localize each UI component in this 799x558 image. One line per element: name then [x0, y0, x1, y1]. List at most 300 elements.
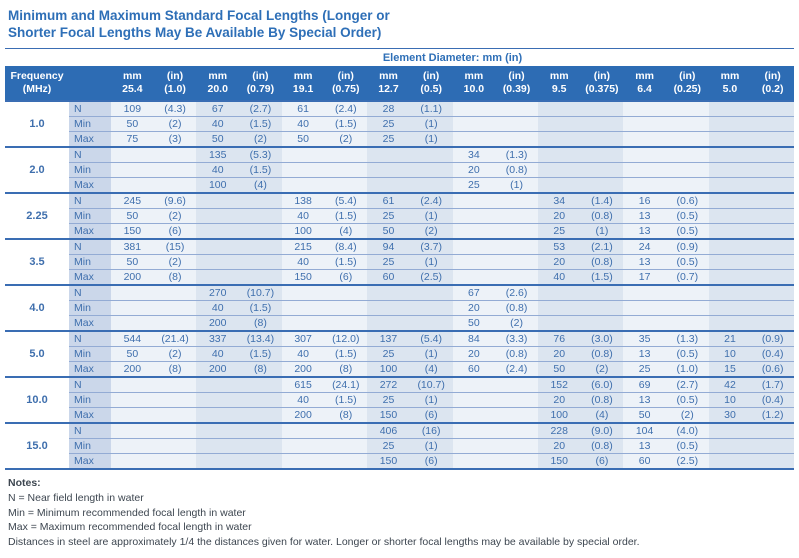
column-header-1.0: (in) (1.0): [154, 66, 197, 101]
row-label: N: [69, 147, 111, 163]
data-cell: 200: [111, 362, 154, 378]
row-label: N: [69, 423, 111, 439]
data-cell: [111, 423, 154, 439]
data-cell: 272: [367, 377, 410, 393]
data-cell: (15): [154, 239, 197, 255]
data-cell: (1.7): [751, 377, 794, 393]
data-cell: [623, 285, 666, 301]
data-cell: 28: [367, 101, 410, 117]
row-label: Min: [69, 163, 111, 178]
data-cell: (1): [410, 132, 453, 148]
data-cell: (0.5): [666, 209, 709, 224]
data-cell: (1.4): [581, 193, 624, 209]
data-cell: 307: [282, 331, 325, 347]
table-row: [5, 439, 794, 454]
data-cell: 67: [196, 101, 239, 117]
data-cell: (1.2): [751, 408, 794, 424]
data-cell: [623, 147, 666, 163]
data-cell: [367, 316, 410, 332]
table-row: [5, 147, 794, 163]
column-header-0.2: (in) (0.2): [751, 66, 794, 101]
data-cell: (2): [154, 117, 197, 132]
data-cell: 215: [282, 239, 325, 255]
data-cell: [666, 316, 709, 332]
data-cell: (6): [324, 270, 367, 286]
data-cell: 20: [538, 393, 581, 408]
data-cell: [751, 147, 794, 163]
data-cell: [111, 408, 154, 424]
table-body: [5, 101, 794, 469]
data-cell: (4): [324, 224, 367, 240]
data-cell: [453, 439, 496, 454]
data-cell: [239, 270, 282, 286]
data-cell: (2): [239, 132, 282, 148]
table-row: [5, 316, 794, 332]
data-cell: [495, 393, 538, 408]
data-cell: 25: [367, 132, 410, 148]
data-cell: (8.4): [324, 239, 367, 255]
data-cell: (2): [495, 316, 538, 332]
data-cell: (2): [410, 224, 453, 240]
row-label: Max: [69, 270, 111, 286]
data-cell: (0.5): [666, 393, 709, 408]
data-cell: 200: [282, 408, 325, 424]
frequency-cell: 10.0: [5, 377, 69, 423]
data-cell: [282, 316, 325, 332]
data-cell: (2): [581, 362, 624, 378]
table-row: [5, 377, 794, 393]
data-cell: (2.4): [324, 101, 367, 117]
column-header-0.79: (in) (0.79): [239, 66, 282, 101]
row-label: Max: [69, 454, 111, 470]
data-cell: (1.5): [324, 347, 367, 362]
data-cell: [282, 301, 325, 316]
data-cell: (0.8): [581, 209, 624, 224]
data-cell: (0.9): [666, 239, 709, 255]
data-cell: [709, 285, 752, 301]
data-cell: [751, 270, 794, 286]
data-cell: (2.5): [410, 270, 453, 286]
data-cell: (2.1): [581, 239, 624, 255]
data-cell: [324, 454, 367, 470]
data-cell: [751, 132, 794, 148]
data-cell: 200: [196, 316, 239, 332]
data-cell: (2.4): [495, 362, 538, 378]
data-cell: [367, 147, 410, 163]
data-cell: 61: [367, 193, 410, 209]
data-cell: [709, 316, 752, 332]
data-cell: 16: [623, 193, 666, 209]
data-cell: [495, 101, 538, 117]
data-cell: 40: [538, 270, 581, 286]
data-cell: [709, 117, 752, 132]
row-label: N: [69, 285, 111, 301]
data-cell: [666, 178, 709, 194]
data-cell: 94: [367, 239, 410, 255]
data-cell: [581, 101, 624, 117]
table-row: [5, 408, 794, 424]
data-cell: [196, 393, 239, 408]
data-cell: 24: [623, 239, 666, 255]
data-cell: 35: [623, 331, 666, 347]
data-cell: [196, 377, 239, 393]
data-cell: (0.5): [666, 347, 709, 362]
data-cell: (1.5): [239, 301, 282, 316]
data-cell: 40: [282, 117, 325, 132]
note-line: Distances in steel are approximately 1/4 the distances given for water. Longer or shorter focal lengths may be available by special order.: [8, 535, 640, 548]
data-cell: [196, 224, 239, 240]
data-cell: 15: [709, 362, 752, 378]
data-cell: [709, 439, 752, 454]
data-cell: [623, 101, 666, 117]
data-cell: [410, 285, 453, 301]
data-cell: (0.6): [751, 362, 794, 378]
table-row: [5, 270, 794, 286]
data-cell: [154, 301, 197, 316]
table-row: [5, 362, 794, 378]
data-cell: [751, 454, 794, 470]
data-cell: [239, 393, 282, 408]
data-cell: [239, 423, 282, 439]
data-cell: (6): [154, 224, 197, 240]
data-cell: [324, 316, 367, 332]
table-row: [5, 347, 794, 362]
data-cell: 40: [282, 209, 325, 224]
data-cell: 25: [538, 224, 581, 240]
data-cell: 25: [367, 393, 410, 408]
column-header-12.7: mm 12.7: [367, 66, 410, 101]
data-cell: [581, 301, 624, 316]
data-cell: [196, 255, 239, 270]
data-cell: (5.3): [239, 147, 282, 163]
data-cell: [495, 408, 538, 424]
data-cell: [239, 454, 282, 470]
data-cell: [666, 147, 709, 163]
data-cell: 200: [111, 270, 154, 286]
column-header-6.4: mm 6.4: [623, 66, 666, 101]
table-row: [5, 224, 794, 240]
data-cell: 50: [453, 316, 496, 332]
data-cell: [709, 101, 752, 117]
data-cell: [453, 193, 496, 209]
data-cell: (13.4): [239, 331, 282, 347]
data-cell: [154, 454, 197, 470]
data-cell: [111, 285, 154, 301]
data-cell: [495, 255, 538, 270]
data-cell: [111, 377, 154, 393]
data-cell: 337: [196, 331, 239, 347]
data-cell: 67: [453, 285, 496, 301]
data-cell: 13: [623, 393, 666, 408]
data-cell: [196, 439, 239, 454]
data-cell: 50: [111, 347, 154, 362]
data-cell: (1.5): [581, 270, 624, 286]
data-cell: 245: [111, 193, 154, 209]
data-cell: (3.0): [581, 331, 624, 347]
data-cell: (4): [581, 408, 624, 424]
table-row: [5, 393, 794, 408]
data-cell: [581, 117, 624, 132]
data-cell: (5.4): [410, 331, 453, 347]
data-cell: [282, 423, 325, 439]
data-cell: [495, 423, 538, 439]
data-cell: 25: [367, 347, 410, 362]
data-cell: [111, 316, 154, 332]
data-cell: [709, 178, 752, 194]
data-cell: 13: [623, 439, 666, 454]
data-cell: 60: [367, 270, 410, 286]
data-cell: [495, 239, 538, 255]
notes-heading: Notes:: [8, 477, 41, 489]
data-cell: [666, 301, 709, 316]
column-header-20.0: mm 20.0: [196, 66, 239, 101]
element-diameter-row: [5, 49, 794, 67]
data-cell: [196, 454, 239, 470]
data-cell: [453, 101, 496, 117]
data-cell: 25: [367, 439, 410, 454]
element-diameter-header: Element Diameter: mm (in): [111, 49, 794, 67]
data-cell: [751, 439, 794, 454]
data-cell: (0.5): [666, 439, 709, 454]
data-cell: [196, 408, 239, 424]
data-cell: [709, 255, 752, 270]
data-cell: [538, 285, 581, 301]
data-cell: [282, 178, 325, 194]
table-row: [5, 301, 794, 316]
table-row: [5, 454, 794, 470]
page-title-line2: Shorter Focal Lengths May Be Available By Special Order): [8, 25, 382, 40]
data-cell: 34: [453, 147, 496, 163]
data-cell: 50: [111, 117, 154, 132]
row-label: Max: [69, 316, 111, 332]
data-cell: [453, 209, 496, 224]
data-cell: 20: [538, 439, 581, 454]
row-label: Min: [69, 393, 111, 408]
data-cell: [709, 239, 752, 255]
data-cell: [239, 193, 282, 209]
table-row: [5, 255, 794, 270]
frequency-cell: 3.5: [5, 239, 69, 285]
data-cell: 150: [367, 408, 410, 424]
data-cell: [239, 377, 282, 393]
data-cell: (3): [154, 132, 197, 148]
data-cell: (2.5): [666, 454, 709, 470]
row-label: N: [69, 193, 111, 209]
data-cell: [111, 163, 154, 178]
column-header-10.0: mm 10.0: [453, 66, 496, 101]
data-cell: 60: [453, 362, 496, 378]
data-cell: [751, 224, 794, 240]
data-cell: [453, 270, 496, 286]
data-cell: [538, 316, 581, 332]
data-cell: [538, 147, 581, 163]
data-cell: 50: [111, 255, 154, 270]
data-cell: 200: [282, 362, 325, 378]
data-cell: [154, 147, 197, 163]
data-cell: 104: [623, 423, 666, 439]
data-cell: (4): [239, 178, 282, 194]
data-cell: [709, 224, 752, 240]
table-row: [5, 132, 794, 148]
data-cell: [453, 255, 496, 270]
data-cell: 10: [709, 393, 752, 408]
data-cell: [495, 377, 538, 393]
data-cell: (1.5): [324, 117, 367, 132]
data-cell: [282, 439, 325, 454]
data-cell: 40: [196, 301, 239, 316]
data-cell: 150: [367, 454, 410, 470]
data-cell: 100: [282, 224, 325, 240]
data-cell: (0.5): [666, 224, 709, 240]
frequency-cell: 15.0: [5, 423, 69, 469]
data-cell: [751, 209, 794, 224]
data-cell: (2): [666, 408, 709, 424]
data-cell: (3.3): [495, 331, 538, 347]
data-cell: (0.6): [666, 193, 709, 209]
data-cell: (1.5): [239, 347, 282, 362]
data-cell: [709, 132, 752, 148]
data-cell: (1): [410, 209, 453, 224]
data-cell: [324, 301, 367, 316]
data-cell: [282, 163, 325, 178]
row-label: Max: [69, 408, 111, 424]
data-cell: [709, 423, 752, 439]
data-cell: 69: [623, 377, 666, 393]
data-cell: [367, 178, 410, 194]
data-cell: (10.7): [410, 377, 453, 393]
data-cell: (0.8): [581, 393, 624, 408]
data-cell: 40: [196, 163, 239, 178]
data-cell: [410, 178, 453, 194]
data-cell: 138: [282, 193, 325, 209]
data-cell: 50: [111, 209, 154, 224]
data-cell: (24.1): [324, 377, 367, 393]
data-cell: 544: [111, 331, 154, 347]
data-cell: [282, 147, 325, 163]
column-header-0.25: (in) (0.25): [666, 66, 709, 101]
data-cell: [453, 393, 496, 408]
data-cell: [623, 316, 666, 332]
data-cell: (1.5): [324, 255, 367, 270]
data-cell: [154, 423, 197, 439]
data-cell: (1.3): [666, 331, 709, 347]
page-title-line1: Minimum and Maximum Standard Focal Lengths (Longer or: [8, 8, 390, 23]
row-label: N: [69, 377, 111, 393]
data-cell: [239, 408, 282, 424]
data-cell: 20: [538, 255, 581, 270]
table-row: [5, 163, 794, 178]
data-cell: 20: [453, 163, 496, 178]
data-cell: [453, 423, 496, 439]
data-cell: (2): [154, 209, 197, 224]
data-cell: (1.3): [495, 147, 538, 163]
page-title: [0, 0, 799, 46]
data-cell: (4.0): [666, 423, 709, 439]
data-cell: 50: [196, 132, 239, 148]
data-cell: [154, 163, 197, 178]
data-cell: [751, 163, 794, 178]
data-cell: (0.4): [751, 347, 794, 362]
data-cell: [751, 178, 794, 194]
data-cell: [282, 285, 325, 301]
data-cell: [154, 393, 197, 408]
data-cell: [453, 408, 496, 424]
data-cell: [453, 224, 496, 240]
data-cell: 100: [367, 362, 410, 378]
data-cell: (6): [581, 454, 624, 470]
data-cell: [324, 147, 367, 163]
data-cell: 50: [282, 132, 325, 148]
data-cell: (0.8): [495, 347, 538, 362]
data-cell: 40: [282, 255, 325, 270]
data-cell: [666, 117, 709, 132]
column-header-0.375: (in) (0.375): [581, 66, 624, 101]
data-cell: [453, 454, 496, 470]
data-cell: (2): [154, 347, 197, 362]
data-cell: [111, 454, 154, 470]
data-cell: (2): [154, 255, 197, 270]
data-cell: [239, 209, 282, 224]
data-cell: [410, 316, 453, 332]
data-cell: 137: [367, 331, 410, 347]
data-cell: (0.5): [666, 255, 709, 270]
data-cell: [495, 117, 538, 132]
data-cell: [709, 301, 752, 316]
data-cell: [495, 209, 538, 224]
data-cell: (0.9): [751, 331, 794, 347]
data-cell: 53: [538, 239, 581, 255]
column-header-25.4: mm 25.4: [111, 66, 154, 101]
data-cell: [367, 285, 410, 301]
row-label: N: [69, 101, 111, 117]
data-cell: 34: [538, 193, 581, 209]
data-cell: (12.0): [324, 331, 367, 347]
data-cell: 17: [623, 270, 666, 286]
data-cell: [495, 439, 538, 454]
data-cell: [495, 224, 538, 240]
data-cell: [751, 117, 794, 132]
data-cell: 20: [453, 301, 496, 316]
row-label: Max: [69, 362, 111, 378]
data-cell: [196, 270, 239, 286]
data-cell: [111, 301, 154, 316]
data-cell: 84: [453, 331, 496, 347]
column-header-9.5: mm 9.5: [538, 66, 581, 101]
data-cell: [623, 301, 666, 316]
table-row: [5, 285, 794, 301]
data-cell: 42: [709, 377, 752, 393]
frequency-column-header: [5, 66, 69, 101]
data-cell: (4): [410, 362, 453, 378]
data-cell: (2.4): [410, 193, 453, 209]
data-cell: (8): [324, 362, 367, 378]
data-cell: 25: [367, 209, 410, 224]
row-label-column-header: [69, 66, 111, 101]
row-label: Min: [69, 301, 111, 316]
data-cell: [709, 193, 752, 209]
table-row: [5, 209, 794, 224]
data-cell: (0.7): [666, 270, 709, 286]
data-cell: (8): [239, 316, 282, 332]
data-cell: [666, 132, 709, 148]
data-cell: [581, 178, 624, 194]
data-cell: (5.4): [324, 193, 367, 209]
table-row: [5, 239, 794, 255]
data-cell: [154, 377, 197, 393]
data-cell: (21.4): [154, 331, 197, 347]
data-cell: 25: [367, 117, 410, 132]
row-label: Min: [69, 255, 111, 270]
